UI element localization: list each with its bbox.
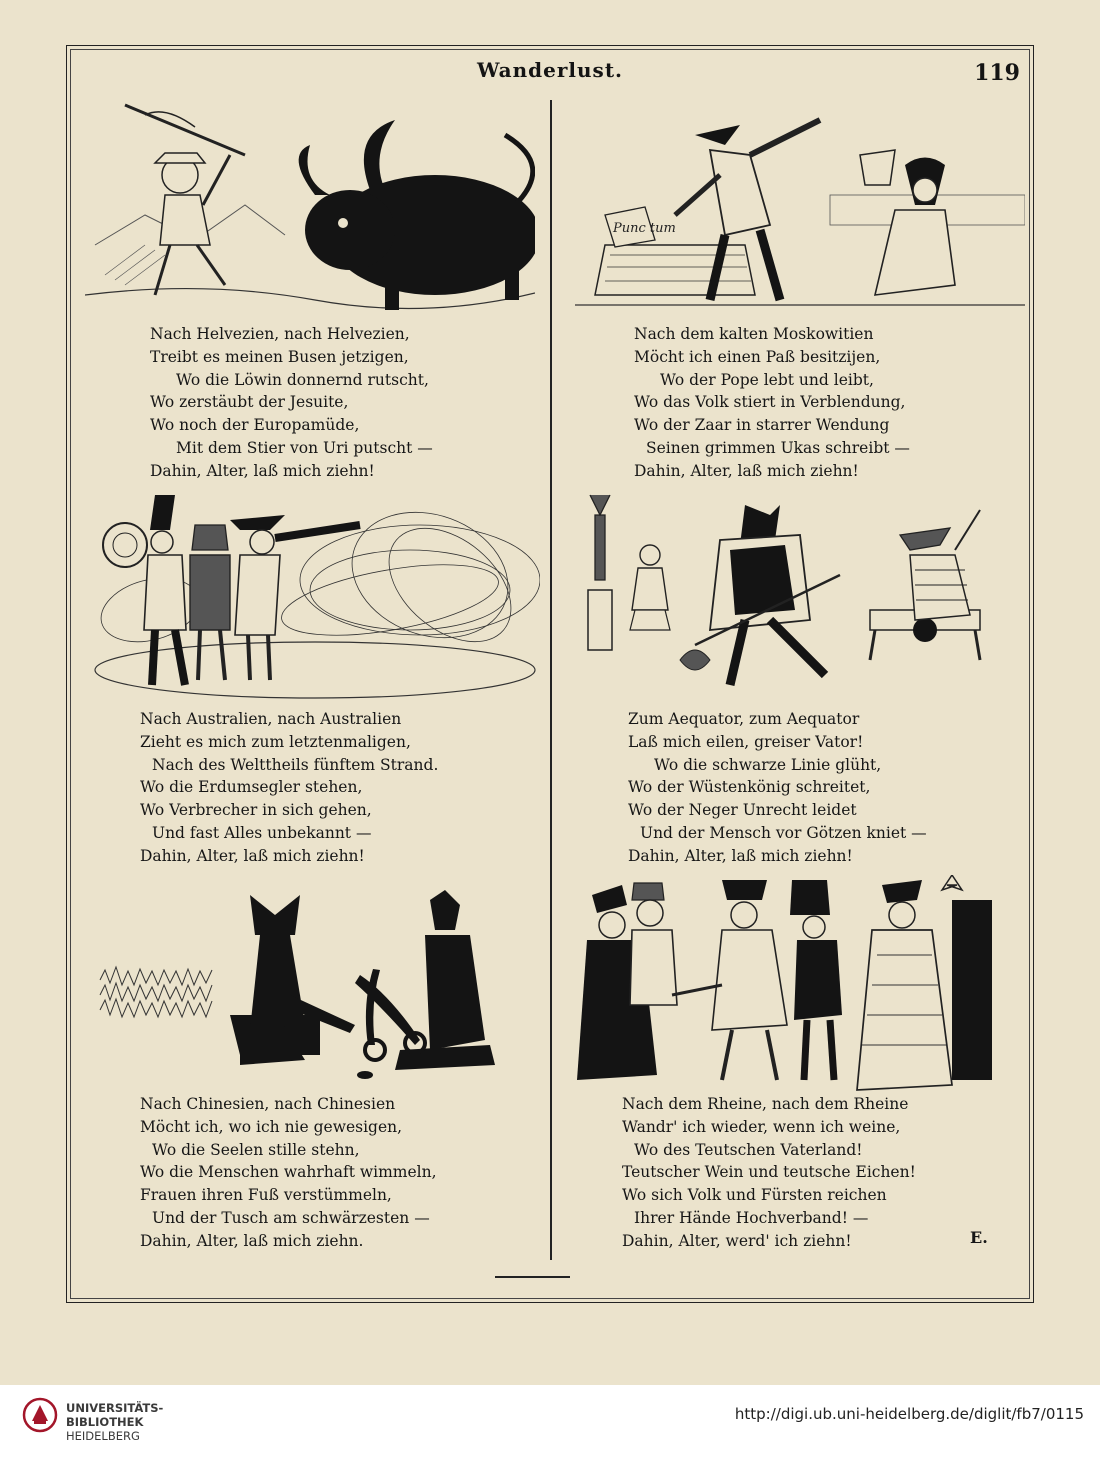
verse-line: Ihrer Hände Hochverband! — — [634, 1208, 869, 1227]
page-title: Wanderlust. — [476, 58, 624, 82]
verse-line: Wo die Seelen stille stehn, — [152, 1140, 360, 1159]
verse-line: Nach Helvezien, nach Helvezien, — [150, 325, 410, 343]
verse-line: Wo die Erdumsegler stehen, — [140, 778, 363, 797]
verse-line: Und der Mensch vor Götzen kniet — — [640, 823, 927, 842]
verse-line: Wo die Menschen wahrhaft wimmeln, — [140, 1163, 437, 1182]
verse-line: Wo das Volk stiert in Verblendung, — [634, 393, 906, 412]
verse-line: Dahin, Alter, laß mich ziehn. — [140, 1231, 364, 1250]
illustration-helvezien — [85, 95, 535, 315]
verse-line: Mit dem Stier von Uri putscht — — [176, 438, 433, 457]
verse-line: Wo der Pope lebt und leibt, — [660, 370, 874, 389]
library-name-line2: BIBLIOTHEK — [66, 1415, 144, 1429]
verse-line: Teutscher Wein und teutsche Eichen! — [622, 1163, 916, 1182]
viewer-footer — [0, 1385, 1100, 1463]
verse-line: Wo der Wüstenkönig schreitet, — [628, 778, 871, 797]
illustration-moskowitien — [575, 95, 1025, 317]
stanza-helvezien — [150, 323, 510, 483]
university-seal-icon — [22, 1397, 58, 1437]
verse-line: Nach dem Rheine, nach dem Rheine — [622, 1095, 909, 1113]
verse-line: Zum Aequator, zum Aequator — [628, 710, 860, 728]
verse-line: Wo der Zaar in starrer Wendung — [634, 416, 890, 435]
verse-line: Frauen ihren Fuß verstümmeln, — [140, 1186, 392, 1205]
verse-line: Wo die schwarze Linie glüht, — [654, 755, 882, 774]
punctum-sign: Punc tum — [613, 221, 676, 236]
verse-line: Und fast Alles unbekannt — — [152, 823, 372, 842]
column-divider — [550, 100, 552, 1260]
end-rule — [495, 1276, 570, 1278]
illustration-rheine — [572, 875, 1022, 1093]
stanza-moskowitien — [634, 323, 994, 483]
stanza-aequator — [628, 708, 988, 868]
verse-line: Nach dem kalten Moskowitien — [634, 325, 874, 343]
verse-line: Wo zerstäubt der Jesuite, — [150, 393, 349, 412]
page-number: 119 — [974, 60, 1020, 86]
verse-line: Wandr' ich wieder, wenn ich weine, — [622, 1117, 901, 1136]
permalink-url[interactable]: http://digi.ub.uni-heidelberg.de/diglit/fb7/0115 — [734, 1405, 1084, 1423]
verse-line: Treibt es meinen Busen jetzigen, — [150, 347, 409, 366]
illustration-aequator — [570, 490, 1025, 705]
verse-line: Und der Tusch am schwärzesten — — [152, 1208, 430, 1227]
stanza-australien — [140, 708, 500, 868]
verse-line: Seinen grimmen Ukas schreibt — — [646, 438, 910, 457]
library-name[interactable] — [66, 1401, 163, 1443]
verse-line: Wo sich Volk und Fürsten reichen — [622, 1186, 887, 1205]
verse-line: Wo die Löwin donnernd rutscht, — [176, 370, 429, 389]
illustration-chinesien — [90, 875, 530, 1085]
verse-line: Nach Chinesien, nach Chinesien — [140, 1095, 396, 1113]
verse-line: Nach Australien, nach Australien — [140, 710, 402, 728]
stanza-chinesien — [140, 1093, 500, 1253]
verse-line: Wo Verbrecher in sich gehen, — [140, 801, 372, 820]
verse-line: Dahin, Alter, werd' ich ziehn! — [622, 1231, 852, 1250]
verse-line: Zieht es mich zum letztenmaligen, — [140, 732, 411, 751]
verse-line: Wo des Teutschen Vaterland! — [634, 1140, 863, 1159]
verse-line: Wo der Neger Unrecht leidet — [628, 801, 857, 820]
verse-line: Wo noch der Europamüde, — [150, 416, 360, 435]
verse-line: Möcht ich einen Paß besitzijen, — [634, 347, 881, 366]
library-name-line3: HEIDELBERG — [66, 1429, 140, 1443]
verse-line: Nach des Welttheils fünftem Strand. — [152, 755, 439, 774]
verse-line: Dahin, Alter, laß mich ziehn! — [150, 461, 375, 480]
stanza-rheine — [622, 1093, 982, 1253]
illustration-australien — [90, 490, 540, 705]
author-signature: E. — [970, 1228, 988, 1247]
verse-line: Dahin, Alter, laß mich ziehn! — [140, 846, 365, 865]
verse-line: Laß mich eilen, greiser Vator! — [628, 732, 864, 751]
verse-line: Dahin, Alter, laß mich ziehn! — [628, 846, 853, 865]
verse-line: Dahin, Alter, laß mich ziehn! — [634, 461, 859, 480]
verse-line: Möcht ich, wo ich nie gewesigen, — [140, 1117, 403, 1136]
library-name-line1: UNIVERSITÄTS- — [66, 1401, 164, 1415]
